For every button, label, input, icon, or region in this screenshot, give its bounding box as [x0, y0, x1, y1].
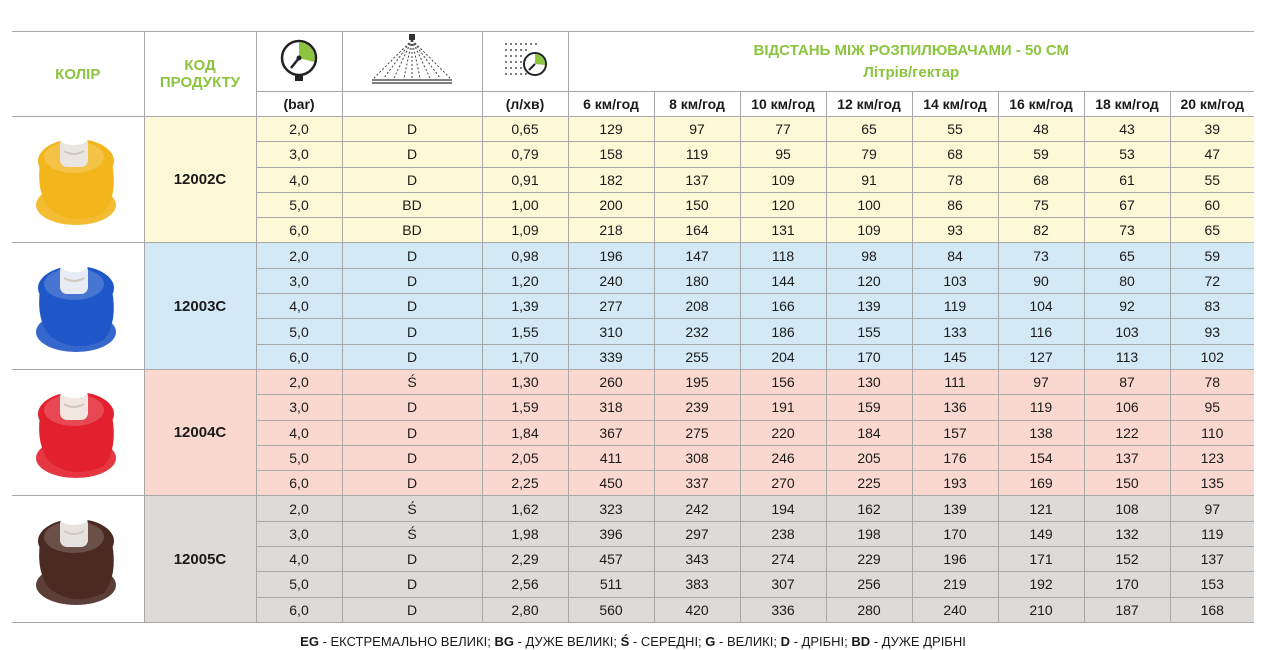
speed-column-header: 12 км/год — [826, 92, 912, 117]
application-rate-cell: 92 — [1084, 294, 1170, 319]
droplet-size-cell: D — [342, 597, 482, 622]
application-rate-cell: 121 — [998, 496, 1084, 521]
flow-rate-cell: 1,70 — [482, 344, 568, 369]
pressure-gauge-icon — [279, 38, 319, 85]
application-rate-cell: 153 — [1170, 572, 1254, 597]
application-rate-cell: 67 — [1084, 192, 1170, 217]
application-rate-cell: 511 — [568, 572, 654, 597]
application-rate-cell: 65 — [826, 117, 912, 142]
application-rate-cell: 93 — [1170, 319, 1254, 344]
application-rate-cell: 204 — [740, 344, 826, 369]
nozzle-color-cell — [12, 117, 144, 243]
application-rate-cell: 149 — [998, 521, 1084, 546]
pressure-cell: 2,0 — [256, 496, 342, 521]
application-rate-cell: 55 — [1170, 167, 1254, 192]
application-rate-cell: 97 — [998, 369, 1084, 394]
application-rate-cell: 139 — [912, 496, 998, 521]
flow-rate-cell: 1,98 — [482, 521, 568, 546]
application-rate-cell: 139 — [826, 294, 912, 319]
application-rate-cell: 260 — [568, 369, 654, 394]
droplet-size-cell: D — [342, 167, 482, 192]
application-rate-cell: 343 — [654, 547, 740, 572]
flow-unit: (л/хв) — [482, 92, 568, 117]
application-rate-cell: 53 — [1084, 142, 1170, 167]
speed-column-header: 14 км/год — [912, 92, 998, 117]
application-rate-cell: 120 — [826, 268, 912, 293]
pressure-cell: 6,0 — [256, 218, 342, 243]
distance-header — [568, 32, 1254, 92]
application-rate-cell: 119 — [912, 294, 998, 319]
flow-rate-cell: 2,25 — [482, 471, 568, 496]
droplet-size-header — [342, 32, 482, 92]
application-rate-cell: 182 — [568, 167, 654, 192]
application-rate-cell: 200 — [568, 192, 654, 217]
legend-text: - ДУЖЕ ДРІБНІ — [870, 634, 966, 649]
droplet-size-cell: D — [342, 268, 482, 293]
legend-text: - ВЕЛИКІ; — [715, 634, 781, 649]
pressure-cell: 4,0 — [256, 167, 342, 192]
application-rate-cell: 195 — [654, 369, 740, 394]
flow-rate-cell: 1,30 — [482, 369, 568, 394]
brown-nozzle-icon — [26, 503, 130, 616]
application-rate-cell: 196 — [912, 547, 998, 572]
application-rate-cell: 93 — [912, 218, 998, 243]
pressure-header — [256, 32, 342, 92]
legend-key: BG — [494, 634, 514, 649]
application-rate-cell: 318 — [568, 395, 654, 420]
application-rate-cell: 159 — [826, 395, 912, 420]
application-rate-cell: 95 — [740, 142, 826, 167]
application-rate-cell: 229 — [826, 547, 912, 572]
application-rate-cell: 132 — [1084, 521, 1170, 546]
yellow-nozzle-icon — [26, 123, 130, 236]
application-rate-cell: 73 — [998, 243, 1084, 268]
application-rate-cell: 156 — [740, 369, 826, 394]
legend-key: Ś — [620, 634, 630, 649]
product-code: 12003C — [144, 243, 256, 369]
application-rate-cell: 87 — [1084, 369, 1170, 394]
application-rate-cell: 336 — [740, 597, 826, 622]
application-rate-cell: 220 — [740, 420, 826, 445]
application-rate-cell: 238 — [740, 521, 826, 546]
application-rate-cell: 166 — [740, 294, 826, 319]
legend-text: - ЕКСТРЕМАЛЬНО ВЕЛИКІ; — [318, 634, 495, 649]
application-rate-cell: 367 — [568, 420, 654, 445]
application-rate-cell: 109 — [826, 218, 912, 243]
application-rate-cell: 383 — [654, 572, 740, 597]
application-rate-cell: 255 — [654, 344, 740, 369]
flow-rate-cell: 2,05 — [482, 445, 568, 470]
application-rate-cell: 450 — [568, 471, 654, 496]
droplet-size-cell: D — [342, 117, 482, 142]
application-rate-cell: 95 — [1170, 395, 1254, 420]
application-rate-cell: 297 — [654, 521, 740, 546]
application-rate-cell: 154 — [998, 445, 1084, 470]
nozzle-spec-table-wrap — [12, 31, 1254, 623]
flow-rate-cell: 1,84 — [482, 420, 568, 445]
legend-text: - ДУЖЕ ВЕЛИКІ; — [513, 634, 621, 649]
flow-rate-cell: 1,39 — [482, 294, 568, 319]
application-rate-cell: 48 — [998, 117, 1084, 142]
application-rate-cell: 176 — [912, 445, 998, 470]
application-rate-cell: 171 — [998, 547, 1084, 572]
application-rate-cell: 274 — [740, 547, 826, 572]
application-rate-cell: 116 — [998, 319, 1084, 344]
application-rate-cell: 277 — [568, 294, 654, 319]
speed-column-header: 6 км/год — [568, 92, 654, 117]
application-rate-cell: 103 — [1084, 319, 1170, 344]
flow-rate-cell: 2,29 — [482, 547, 568, 572]
application-rate-cell: 411 — [568, 445, 654, 470]
nozzle-color-cell — [12, 369, 144, 495]
blue-nozzle-icon — [26, 250, 130, 363]
application-rate-cell: 123 — [1170, 445, 1254, 470]
nozzle-color-cell — [12, 496, 144, 622]
droplet-unit-empty — [342, 92, 482, 117]
flow-rate-cell: 0,65 — [482, 117, 568, 142]
red-nozzle-icon — [26, 376, 130, 489]
application-rate-cell: 164 — [654, 218, 740, 243]
flow-rate-cell: 1,09 — [482, 218, 568, 243]
droplet-size-cell: D — [342, 572, 482, 597]
flow-rate-cell: 0,79 — [482, 142, 568, 167]
legend-key: D — [780, 634, 790, 649]
application-rate-cell: 170 — [912, 521, 998, 546]
flow-rate-cell: 1,20 — [482, 268, 568, 293]
application-rate-cell: 131 — [740, 218, 826, 243]
droplet-size-cell: D — [342, 344, 482, 369]
pressure-cell: 3,0 — [256, 521, 342, 546]
application-rate-cell: 280 — [826, 597, 912, 622]
application-rate-cell: 420 — [654, 597, 740, 622]
application-rate-cell: 152 — [1084, 547, 1170, 572]
application-rate-cell: 205 — [826, 445, 912, 470]
application-rate-cell: 457 — [568, 547, 654, 572]
code-column-header: КОД ПРОДУКТУ — [144, 32, 256, 117]
application-rate-cell: 396 — [568, 521, 654, 546]
application-rate-cell: 240 — [912, 597, 998, 622]
pressure-cell: 5,0 — [256, 572, 342, 597]
spray-fan-icon — [370, 32, 454, 91]
application-rate-cell: 270 — [740, 471, 826, 496]
droplet-size-cell: D — [342, 420, 482, 445]
table-row — [12, 117, 1254, 142]
application-rate-cell: 137 — [654, 167, 740, 192]
legend-key: EG — [300, 634, 319, 649]
droplet-size-cell: BD — [342, 218, 482, 243]
application-rate-cell: 275 — [654, 420, 740, 445]
application-rate-cell: 97 — [654, 117, 740, 142]
pressure-cell: 5,0 — [256, 192, 342, 217]
application-rate-cell: 119 — [998, 395, 1084, 420]
application-rate-cell: 307 — [740, 572, 826, 597]
application-rate-cell: 242 — [654, 496, 740, 521]
application-rate-cell: 78 — [1170, 369, 1254, 394]
pressure-cell: 4,0 — [256, 547, 342, 572]
droplet-size-cell: Ś — [342, 496, 482, 521]
application-rate-cell: 106 — [1084, 395, 1170, 420]
application-rate-cell: 169 — [998, 471, 1084, 496]
table-row — [12, 369, 1254, 394]
legend-text: - ДРІБНІ; — [789, 634, 852, 649]
droplet-size-cell: Ś — [342, 521, 482, 546]
application-rate-cell: 137 — [1170, 547, 1254, 572]
droplet-size-cell: D — [342, 395, 482, 420]
application-rate-cell: 110 — [1170, 420, 1254, 445]
application-rate-cell: 80 — [1084, 268, 1170, 293]
application-rate-cell: 86 — [912, 192, 998, 217]
droplet-size-cell: D — [342, 243, 482, 268]
flow-rate-cell: 2,56 — [482, 572, 568, 597]
application-rate-cell: 180 — [654, 268, 740, 293]
application-rate-cell: 210 — [998, 597, 1084, 622]
application-rate-cell: 186 — [740, 319, 826, 344]
droplet-size-cell: Ś — [342, 369, 482, 394]
legend-text: - СЕРЕДНІ; — [629, 634, 706, 649]
application-rate-cell: 246 — [740, 445, 826, 470]
application-rate-cell: 155 — [826, 319, 912, 344]
application-rate-cell: 79 — [826, 142, 912, 167]
application-rate-cell: 65 — [1084, 243, 1170, 268]
application-rate-cell: 137 — [1084, 445, 1170, 470]
application-rate-cell: 127 — [998, 344, 1084, 369]
speed-column-header: 16 км/год — [998, 92, 1084, 117]
application-rate-cell: 97 — [1170, 496, 1254, 521]
table-row — [12, 243, 1254, 268]
pressure-cell: 4,0 — [256, 294, 342, 319]
application-rate-cell: 68 — [998, 167, 1084, 192]
application-rate-cell: 170 — [826, 344, 912, 369]
application-rate-cell: 108 — [1084, 496, 1170, 521]
droplet-size-cell: D — [342, 142, 482, 167]
application-rate-cell: 83 — [1170, 294, 1254, 319]
application-rate-cell: 219 — [912, 572, 998, 597]
application-rate-cell: 122 — [1084, 420, 1170, 445]
pressure-cell: 5,0 — [256, 319, 342, 344]
droplet-size-cell: D — [342, 294, 482, 319]
product-code: 12002C — [144, 117, 256, 243]
application-rate-cell: 218 — [568, 218, 654, 243]
application-rate-cell: 43 — [1084, 117, 1170, 142]
pressure-cell: 4,0 — [256, 420, 342, 445]
speed-column-header: 20 км/год — [1170, 92, 1254, 117]
application-rate-cell: 78 — [912, 167, 998, 192]
droplet-size-cell: D — [342, 445, 482, 470]
flow-rate-cell: 0,98 — [482, 243, 568, 268]
application-rate-cell: 184 — [826, 420, 912, 445]
speed-column-header: 8 км/год — [654, 92, 740, 117]
application-rate-cell: 144 — [740, 268, 826, 293]
application-rate-cell: 158 — [568, 142, 654, 167]
application-rate-cell: 308 — [654, 445, 740, 470]
distance-subtitle: Літрів/гектар — [863, 63, 960, 81]
application-rate-cell: 84 — [912, 243, 998, 268]
application-rate-cell: 157 — [912, 420, 998, 445]
application-rate-cell: 91 — [826, 167, 912, 192]
application-rate-cell: 55 — [912, 117, 998, 142]
application-rate-cell: 104 — [998, 294, 1084, 319]
application-rate-cell: 191 — [740, 395, 826, 420]
application-rate-cell: 133 — [912, 319, 998, 344]
application-rate-cell: 47 — [1170, 142, 1254, 167]
application-rate-cell: 196 — [568, 243, 654, 268]
application-rate-cell: 77 — [740, 117, 826, 142]
pressure-cell: 6,0 — [256, 471, 342, 496]
application-rate-cell: 256 — [826, 572, 912, 597]
application-rate-cell: 109 — [740, 167, 826, 192]
droplet-size-cell: D — [342, 319, 482, 344]
application-rate-cell: 150 — [654, 192, 740, 217]
application-rate-cell: 339 — [568, 344, 654, 369]
application-rate-cell: 65 — [1170, 218, 1254, 243]
flow-rate-cell: 2,80 — [482, 597, 568, 622]
distance-title: ВІДСТАНЬ МІЖ РОЗПИЛЮВАЧАМИ - 50 СМ — [753, 41, 1070, 59]
application-rate-cell: 72 — [1170, 268, 1254, 293]
application-rate-cell: 119 — [654, 142, 740, 167]
pressure-cell: 5,0 — [256, 445, 342, 470]
application-rate-cell: 145 — [912, 344, 998, 369]
application-rate-cell: 118 — [740, 243, 826, 268]
application-rate-cell: 193 — [912, 471, 998, 496]
application-rate-cell: 129 — [568, 117, 654, 142]
application-rate-cell: 135 — [1170, 471, 1254, 496]
application-rate-cell: 59 — [1170, 243, 1254, 268]
nozzle-spec-table — [12, 31, 1254, 623]
droplet-size-cell: BD — [342, 192, 482, 217]
pressure-cell: 3,0 — [256, 142, 342, 167]
application-rate-cell: 103 — [912, 268, 998, 293]
application-rate-cell: 232 — [654, 319, 740, 344]
flow-rate-cell: 1,55 — [482, 319, 568, 344]
pressure-cell: 2,0 — [256, 117, 342, 142]
pressure-unit: (bar) — [256, 92, 342, 117]
droplet-size-cell: D — [342, 547, 482, 572]
application-rate-cell: 59 — [998, 142, 1084, 167]
application-rate-cell: 150 — [1084, 471, 1170, 496]
application-rate-cell: 310 — [568, 319, 654, 344]
flow-rate-cell: 1,00 — [482, 192, 568, 217]
speed-column-header: 10 км/год — [740, 92, 826, 117]
nozzle-color-cell — [12, 243, 144, 369]
application-rate-cell: 98 — [826, 243, 912, 268]
application-rate-cell: 192 — [998, 572, 1084, 597]
flow-rate-cell: 0,91 — [482, 167, 568, 192]
application-rate-cell: 240 — [568, 268, 654, 293]
application-rate-cell: 147 — [654, 243, 740, 268]
legend-key: BD — [851, 634, 871, 649]
application-rate-cell: 208 — [654, 294, 740, 319]
pressure-cell: 2,0 — [256, 369, 342, 394]
pressure-cell: 3,0 — [256, 268, 342, 293]
color-column-header: КОЛІР — [12, 32, 144, 117]
application-rate-cell: 323 — [568, 496, 654, 521]
speed-column-header: 18 км/год — [1084, 92, 1170, 117]
application-rate-cell: 239 — [654, 395, 740, 420]
table-row — [12, 496, 1254, 521]
application-rate-cell: 337 — [654, 471, 740, 496]
application-rate-cell: 194 — [740, 496, 826, 521]
application-rate-cell: 82 — [998, 218, 1084, 243]
application-rate-cell: 68 — [912, 142, 998, 167]
application-rate-cell: 73 — [1084, 218, 1170, 243]
pressure-cell: 6,0 — [256, 597, 342, 622]
application-rate-cell: 198 — [826, 521, 912, 546]
flow-rate-header — [482, 32, 568, 92]
application-rate-cell: 100 — [826, 192, 912, 217]
application-rate-cell: 113 — [1084, 344, 1170, 369]
application-rate-cell: 170 — [1084, 572, 1170, 597]
product-code: 12005C — [144, 496, 256, 622]
application-rate-cell: 90 — [998, 268, 1084, 293]
droplet-size-cell: D — [342, 471, 482, 496]
application-rate-cell: 111 — [912, 369, 998, 394]
flow-rate-cell: 1,59 — [482, 395, 568, 420]
pressure-cell: 6,0 — [256, 344, 342, 369]
flow-rate-cell: 1,62 — [482, 496, 568, 521]
product-code: 12004C — [144, 369, 256, 495]
application-rate-cell: 162 — [826, 496, 912, 521]
pressure-cell: 3,0 — [256, 395, 342, 420]
application-rate-cell: 130 — [826, 369, 912, 394]
application-rate-cell: 119 — [1170, 521, 1254, 546]
application-rate-cell: 61 — [1084, 167, 1170, 192]
flow-meter-icon — [502, 40, 548, 83]
application-rate-cell: 102 — [1170, 344, 1254, 369]
application-rate-cell: 560 — [568, 597, 654, 622]
application-rate-cell: 168 — [1170, 597, 1254, 622]
application-rate-cell: 225 — [826, 471, 912, 496]
application-rate-cell: 138 — [998, 420, 1084, 445]
pressure-cell: 2,0 — [256, 243, 342, 268]
droplet-size-legend — [0, 634, 1266, 649]
legend-key: G — [705, 634, 716, 649]
application-rate-cell: 39 — [1170, 117, 1254, 142]
application-rate-cell: 187 — [1084, 597, 1170, 622]
application-rate-cell: 75 — [998, 192, 1084, 217]
application-rate-cell: 60 — [1170, 192, 1254, 217]
application-rate-cell: 120 — [740, 192, 826, 217]
application-rate-cell: 136 — [912, 395, 998, 420]
